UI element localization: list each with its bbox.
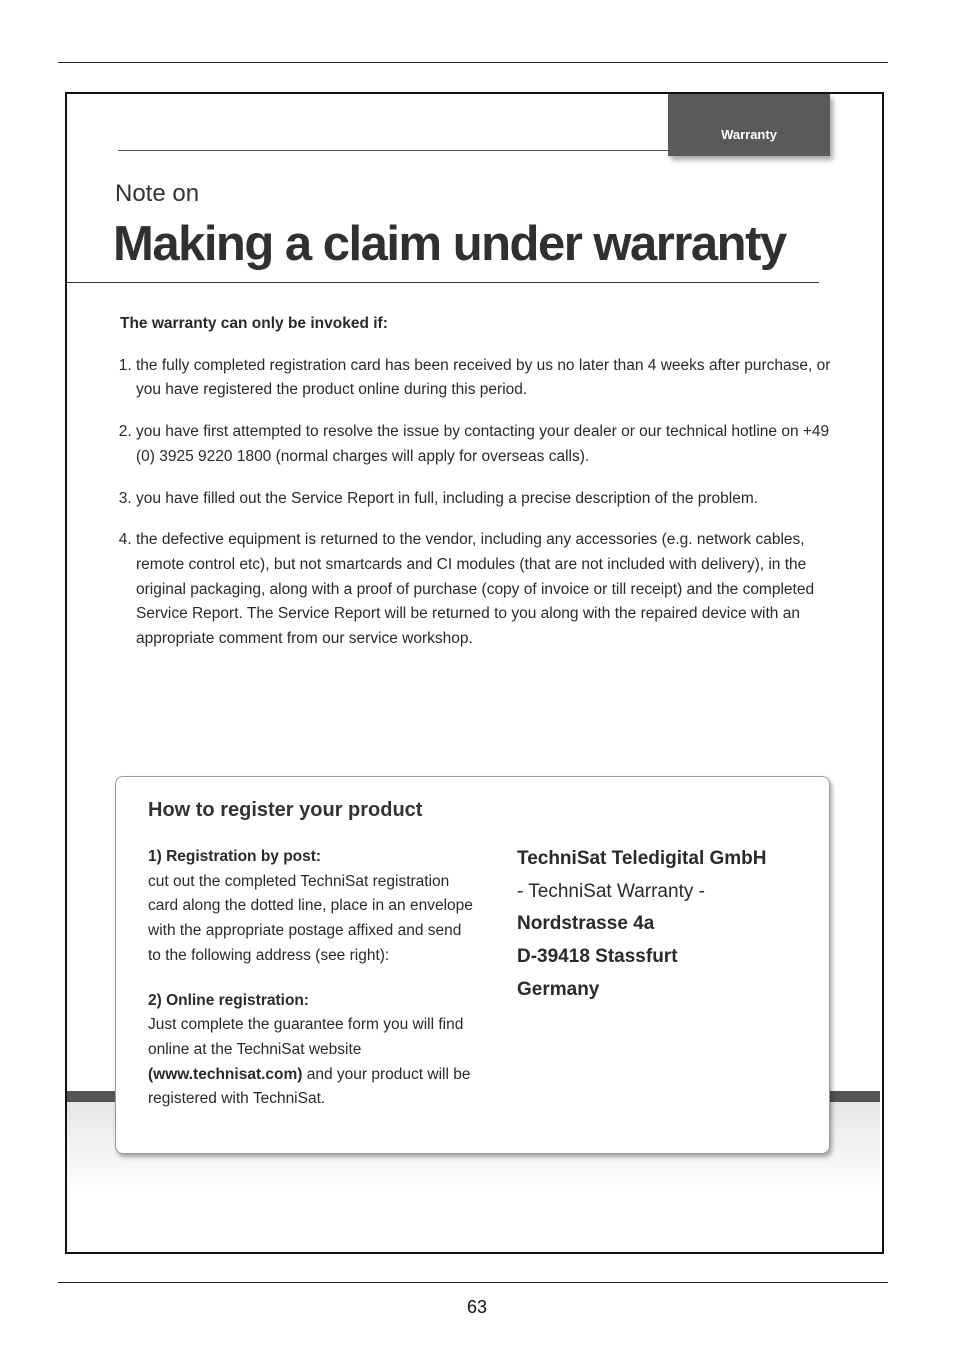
register-product-box <box>115 776 830 1154</box>
online-registration-text <box>148 1013 478 1112</box>
conditions-list <box>118 354 838 652</box>
bottom-rule <box>58 1282 888 1283</box>
page-number: 63 <box>466 1297 488 1317</box>
register-box-title: How to register your product <box>148 799 423 821</box>
post-registration-heading: 1) Registration by post: <box>148 848 322 865</box>
section-tab-label: Warranty <box>721 127 777 142</box>
address-city: D-39418 Stassfurt <box>517 946 678 968</box>
address-country: Germany <box>517 978 600 1000</box>
condition-item: 2. you have first attempted to resolve the issue by contacting your dealer or our technical hotline on +49 (0) 3925 9220 1800 (normal charges will apply for overseas calls). <box>136 420 838 469</box>
header-rule <box>118 150 668 151</box>
online-text-end: and your product will be registered with TechniSat. <box>148 1065 471 1108</box>
registration-methods <box>148 845 478 1112</box>
condition-item: 1. the fully completed registration card has been received by us no later than 4 weeks after purchase, or you have registered the product online during this period. <box>136 354 838 403</box>
online-registration-heading: 2) Online registration: <box>148 991 310 1009</box>
post-registration-text: cut out the completed TechniSat registration card along the dotted line, place in an envelope with the appropriate postage affixed and send to the following address (see right): <box>148 872 473 964</box>
mailing-address <box>517 843 817 1007</box>
address-department: - TechniSat Warranty - <box>517 880 705 902</box>
website-link[interactable]: (www.technisat.com) <box>148 1065 303 1083</box>
top-rule <box>58 62 888 63</box>
page-title: Making a claim under warranty <box>113 217 786 271</box>
address-company: TechniSat Teledigital GmbH <box>517 848 767 869</box>
condition-item: 4. the defective equipment is returned to the vendor, including any accessories (e.g. network cables, remote control etc), but not smartcards and CI modules (that are not included with delivery), in the original packaging, along with a proof of purchase (copy of invoice or till receipt) and the completed Service Report. The Service Report will be returned to you along with the repaired device with an appropriate comment from our service workshop. <box>136 528 838 652</box>
page-subtitle: Note on <box>115 180 200 207</box>
online-text-start: Just complete the guarantee form you will find online at the TechniSat website <box>148 1016 464 1058</box>
title-underline <box>67 282 819 283</box>
address-street: Nordstrasse 4a <box>517 913 655 935</box>
conditions-intro: The warranty can only be invoked if: <box>120 315 388 332</box>
condition-item: 3. you have filled out the Service Report in full, including a precise description of the problem. <box>136 487 838 512</box>
section-tab <box>668 94 830 156</box>
warranty-conditions <box>118 312 838 669</box>
